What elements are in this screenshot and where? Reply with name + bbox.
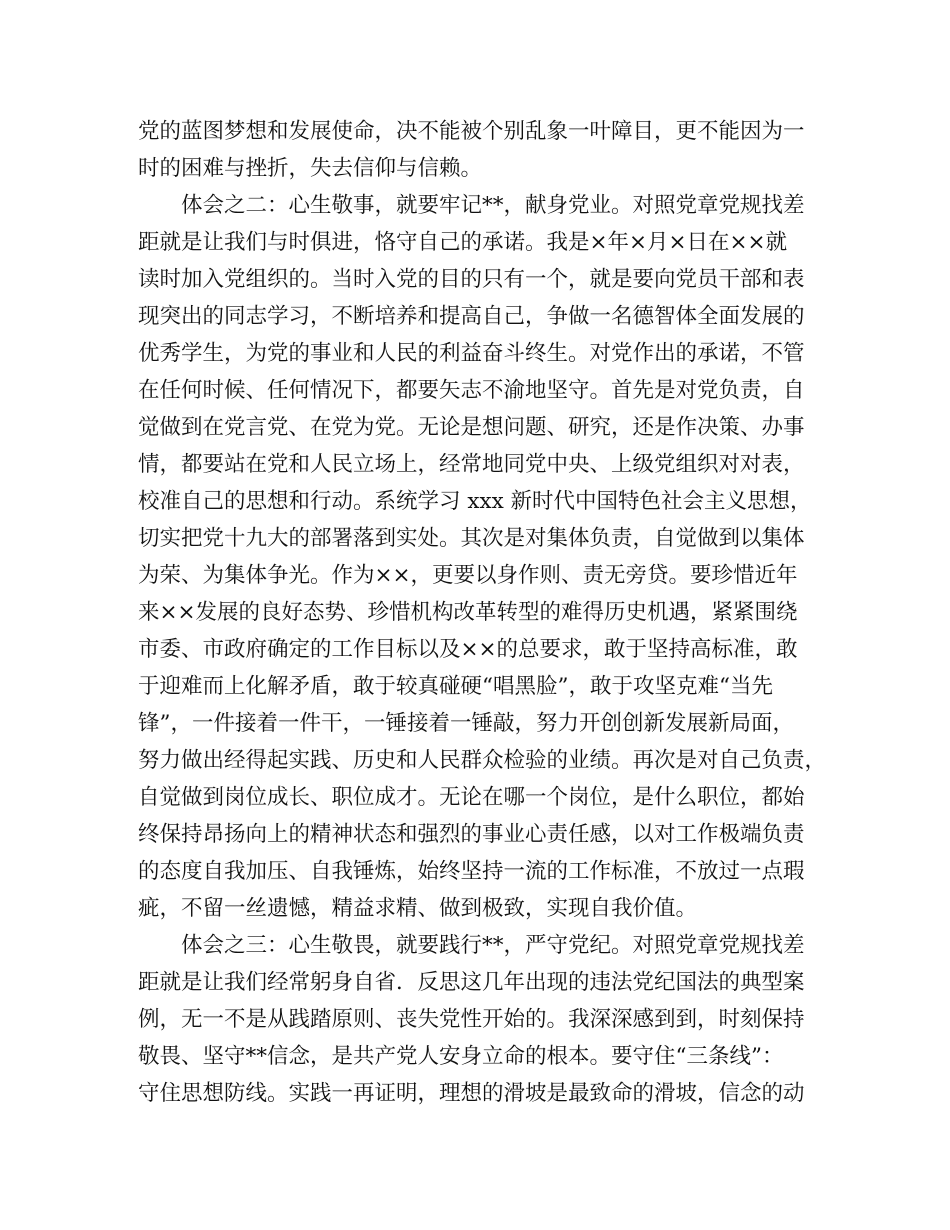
text-line: 觉做到在党言党、在党为党。无论是想问题、研究，还是作决策、办事 (138, 415, 805, 440)
text-line: 在任何时候、任何情况下，都要矢志不渝地坚守。首先是对党负责，自 (138, 378, 805, 403)
text-line: 疵，不留一丝遗憾，精益求精、做到极致，实现自我价值。 (138, 896, 698, 921)
text-line: 党的蓝图梦想和发展使命，决不能被个别乱象一叶障目，更不能因为一 (138, 119, 805, 144)
text-line: 于迎难而上化解矛盾，敢于较真碰硬“唱黑脸”，敢于攻坚克难“当先 (138, 674, 773, 699)
text-line: 读时加入党组织的。当时入党的目的只有一个，就是要向党员干部和表 (138, 267, 805, 292)
text-line: 努力做出经得起实践、历史和人民群众检验的业绩。再次是对自己负责， (138, 748, 827, 773)
text-line: 自觉做到岗位成长、职位成才。无论在哪一个岗位，是什么职位，都始 (138, 785, 805, 810)
text-line: 时的困难与挫折，失去信仰与信赖。 (138, 156, 483, 181)
text-line: 的态度自我加压、自我锤炼，始终坚持一流的工作标准，不放过一点瑕 (138, 859, 805, 884)
text-line: 守住思想防线。实践一再证明，理想的滑坡是最致命的滑坡，信念的动 (138, 1081, 805, 1106)
document-body (138, 113, 828, 1112)
text-line: 来××发展的良好态势、珍惜机构改革转型的难得历史机遇，紧紧围绕 (138, 600, 798, 625)
text-line: 距就是让我们与时俱进，恪守自己的承诺。我是×年×月×日在××就 (138, 230, 788, 255)
paragraph-start-line: 体会之二：心生敬事，就要牢记**，献身党业。对照党章党规找差 (181, 193, 805, 218)
text-line: 现突出的同志学习，不断培养和提高自己，争做一名德智体全面发展的 (138, 304, 805, 329)
text-line: 例，无一不是从践踏原则、丧失党性开始的。我深深感到到，时刻保持 (138, 1007, 805, 1032)
text-line: 市委、市政府确定的工作目标以及××的总要求，敢于坚持高标准，敢 (138, 637, 798, 662)
text-line: 距就是让我们经常躬身自省．反思这几年出现的违法党纪国法的典型案 (138, 970, 805, 995)
text-line: 优秀学生，为党的事业和人民的利益奋斗终生。对党作出的承诺，不管 (138, 341, 805, 366)
text-line: 敬畏、坚守**信念，是共产党人安身立命的根本。要守住“三条线”： (138, 1044, 784, 1069)
text-line: 终保持昂扬向上的精神状态和强烈的事业心责任感，以对工作极端负责 (138, 822, 805, 847)
paragraph-start-line: 体会之三：心生敬畏，就要践行**，严守党纪。对照党章党规找差 (181, 933, 805, 958)
text-line: 校准自己的思想和行动。系统学习 xxx 新时代中国特色社会主义思想， (138, 489, 812, 514)
text-line: 情，都要站在党和人民立场上，经常地同党中央、上级党组织对对表， (138, 452, 805, 477)
text-line: 为荣、为集体争光。作为××，更要以身作则、责无旁贷。要珍惜近年 (138, 563, 798, 588)
text-line: 切实把党十九大的部署落到实处。其次是对集体负责，自觉做到以集体 (138, 526, 805, 551)
text-line: 锋”，一件接着一件干，一锤接着一锤敲，努力开创创新发展新局面， (138, 711, 794, 736)
